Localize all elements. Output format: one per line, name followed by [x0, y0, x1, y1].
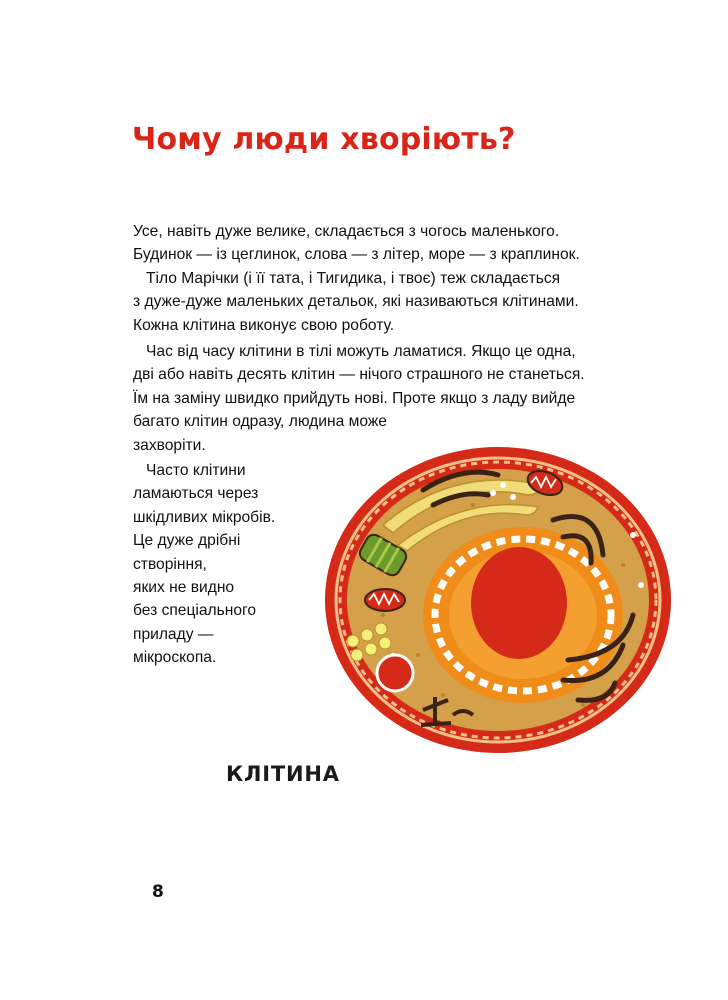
- cell-illustration: [323, 445, 673, 755]
- page-number: 8: [152, 882, 164, 902]
- paragraph-3: [133, 340, 585, 457]
- text-line: шкідливих мікробів.: [133, 508, 276, 526]
- page-title: Чому люди хворіють?: [132, 122, 516, 157]
- text-line: Тіло Марічки (і її тата, і Тигидика, і твоє) теж складається: [133, 270, 561, 287]
- text-line: Часто клітини: [133, 462, 246, 479]
- text-line: створіння,: [133, 555, 207, 573]
- text-line: багато клітин одразу, людина може: [133, 413, 387, 431]
- text-line: захворіти.: [133, 436, 206, 454]
- text-line: Їм на заміну швидко прийдуть нові. Проте якщо з ладу вийде: [133, 389, 576, 407]
- text-line: приладу —: [133, 625, 214, 643]
- text-line: Будинок — із цеглинок, слова — з літер, море — з краплинок.: [133, 246, 580, 264]
- text-line: з дуже-дуже маленьких детальок, які називаються клітинами.: [133, 293, 579, 311]
- lysosome: [377, 655, 413, 691]
- paragraph-4: [133, 459, 275, 670]
- text-line: Кожна клітина виконує свою роботу.: [133, 316, 395, 334]
- text-line: без спеціального: [133, 602, 257, 620]
- text-line: ламаються через: [133, 485, 259, 503]
- nucleolus: [471, 547, 567, 659]
- text-line: Усе, навіть дуже велике, складається з чогось маленького.: [133, 223, 560, 240]
- cell-label: КЛІТИНА: [226, 762, 340, 786]
- paragraph-2: [133, 267, 579, 337]
- text-line: Час від часу клітини в тілі можуть ламатися. Якщо це одна,: [133, 343, 576, 360]
- text-line: мікроскопа.: [133, 649, 217, 667]
- paragraph-1: [133, 220, 580, 267]
- text-line: Це дуже дрібні: [133, 532, 241, 550]
- mitochondrion: [365, 589, 405, 611]
- text-line: дві або навіть десять клітин — нічого страшного не станеться.: [133, 366, 585, 384]
- text-line: яких не видно: [133, 579, 235, 597]
